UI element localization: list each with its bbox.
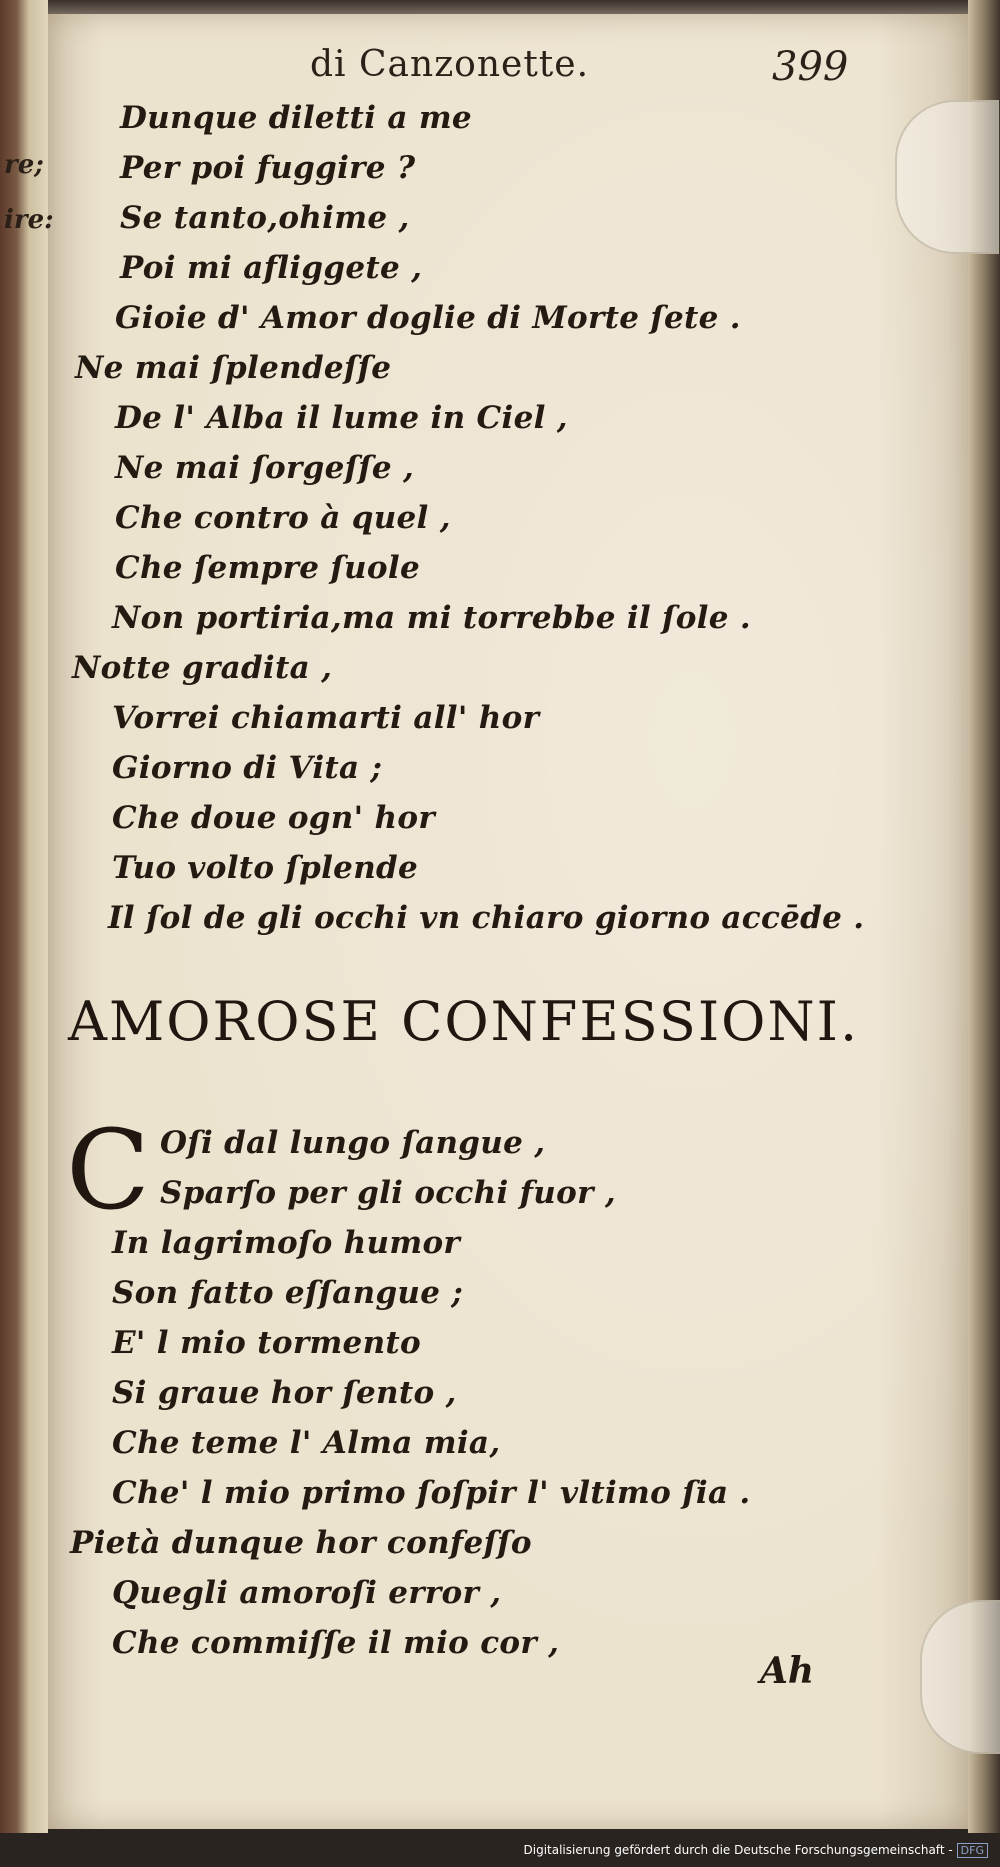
page-tab-bottom <box>920 1600 1000 1754</box>
neighbor-fragment-2: ire: <box>4 205 54 235</box>
footer-credit-text: Digitalisierung gefördert durch die Deutsche Forschungsgemeinschaft - <box>523 1843 953 1857</box>
verse-line: Sparſo per gli occhi fuor , <box>160 1175 616 1211</box>
verse-line: Gioie d' Amor doglie di Morte ſete . <box>115 300 741 336</box>
verse-line: Notte gradita , <box>72 650 333 686</box>
verse-line: Che' l mio primo ſoſpir l' vltimo ſia . <box>112 1475 751 1511</box>
footer-credit <box>524 1843 988 1858</box>
verse-line: Che contro à quel , <box>115 500 451 536</box>
verse-line: Ne mai ſorgeſſe , <box>115 450 415 486</box>
section-heading: AMOROSE CONFESSIONI. <box>68 990 860 1053</box>
verse-line: Vorrei chiamarti all' hor <box>112 700 540 736</box>
verse-line: Ne mai ſplendeſſe <box>75 350 392 386</box>
verse-line: Quegli amoroſi error , <box>112 1575 502 1611</box>
verse-line: De l' Alba il lume in Ciel , <box>115 400 568 436</box>
verse-line: Che teme l' Alma mia, <box>112 1425 501 1461</box>
verse-line: Non portiria,ma mi torrebbe il ſole . <box>112 600 751 636</box>
verse-line: In lagrimoſo humor <box>112 1225 461 1261</box>
verse-line: Giorno di Vita ; <box>112 750 383 786</box>
book-spine <box>0 0 48 1867</box>
verse-line: Per poi fuggire ? <box>120 150 416 186</box>
verse-line: Oſi dal lungo ſangue , <box>160 1125 546 1161</box>
verse-line: Poi mi afliggete , <box>120 250 423 286</box>
page-number: 399 <box>772 44 849 90</box>
verse-line: Pietà dunque hor confeſſo <box>70 1525 532 1561</box>
catchword: Ah <box>760 1650 815 1692</box>
verse-line: Si graue hor ſento , <box>112 1375 457 1411</box>
neighbor-fragment-1: re; <box>4 150 44 180</box>
verse-line: Che ſempre ſuole <box>115 550 420 586</box>
verse-line: Che doue ogn' hor <box>112 800 435 836</box>
verse-line: Dunque diletti a me <box>120 100 472 136</box>
verse-line: E' l mio tormento <box>112 1325 422 1361</box>
verse-line: Tuo volto ſplende <box>112 850 419 886</box>
page-edge <box>968 0 1000 1867</box>
verse-line: Che commiſſe il mio cor , <box>112 1625 560 1661</box>
drop-cap: C <box>66 1106 151 1234</box>
verse-line: Se tanto,ohime , <box>120 200 410 236</box>
dfg-logo-icon: DFG <box>957 1843 988 1858</box>
running-title: di Canzonette. <box>310 44 590 85</box>
verse-line: Son fatto eſſangue ; <box>112 1275 464 1311</box>
page-tab-top <box>895 100 999 254</box>
verse-line: Il ſol de gli occhi vn chiaro giorno accēde . <box>108 900 865 936</box>
